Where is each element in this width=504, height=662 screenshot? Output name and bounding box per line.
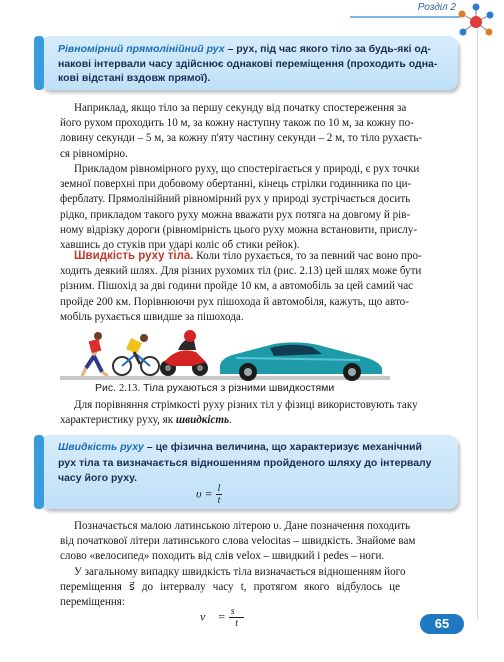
text-line: ферблату. Прямолінійний рівномірний рух у природі зустрічається досить bbox=[60, 193, 411, 206]
paragraph-general-velocity bbox=[60, 565, 456, 611]
text-line: мобіль рухається швидше за пішохода. bbox=[60, 310, 244, 323]
cyclist-illustration bbox=[113, 334, 159, 375]
paragraph-speed-intro bbox=[60, 249, 456, 325]
formula-numerator: s⃗ bbox=[230, 606, 243, 617]
molecule-icon bbox=[456, 2, 496, 42]
definition-box-accent bbox=[34, 435, 44, 509]
formula-lhs: v⃗ = bbox=[200, 609, 226, 624]
caption-number: 2.13 bbox=[118, 383, 138, 394]
caption-prefix: Рис. bbox=[95, 382, 119, 394]
formula-velocity-vector bbox=[200, 606, 244, 629]
text-line: Позначається малою латинською літерою υ. Дане позначення походить bbox=[74, 520, 411, 532]
text-line: земної поверхні при добовому обертанні, кінець стрілки годинника по ци- bbox=[60, 178, 412, 191]
sports-car-illustration bbox=[220, 342, 382, 381]
definition-text: часу його руху. bbox=[58, 472, 138, 484]
text-line: хавшись до стуків при ударі коліс об стики рейок). bbox=[60, 239, 300, 252]
term-speed-inline: швидкість bbox=[175, 414, 230, 427]
formula-numerator: l bbox=[217, 483, 221, 494]
text-line: слово «велосипед» походить від слів velox – швидкий і pedes – ноги. bbox=[60, 550, 385, 563]
definition-text: накові інтервали часу здійснює однакові переміщення (проходить одна- bbox=[58, 57, 438, 70]
term-speed: Швидкість руху bbox=[58, 441, 144, 453]
paragraph-symbol-origin bbox=[60, 519, 456, 565]
text-line: ному відрізку дороги (рівномірність цього руху можна встановити, прислу- bbox=[60, 223, 418, 236]
road bbox=[60, 376, 390, 380]
page-edge-line bbox=[477, 20, 478, 620]
text-line: Прикладом рівномірного руху, що спостерігається у природі, є рух точки bbox=[74, 163, 420, 175]
text-line: Коли тіло рухається, то за певний час воно про- bbox=[193, 250, 422, 262]
text-line: від початкової літери латинського слова velocitas – швидкість. Знайоме вам bbox=[60, 535, 416, 548]
definition-text: – рух, під час якого тіло за будь-які од- bbox=[224, 43, 431, 55]
text-line: ходить деякий шлях. Для різних рухомих тіл (рис. 2.13) цей шлях може бути bbox=[60, 265, 422, 278]
chapter-label: Розділ 2 bbox=[417, 2, 456, 13]
definition-speed bbox=[58, 440, 453, 487]
paragraph-speed-characteristic bbox=[60, 398, 456, 428]
text-line: переміщення s⃗ до інтервалу часу t, протягом якого відбулось це переміщення: bbox=[60, 581, 400, 609]
definition-text: кові відстані вздовж прямої). bbox=[58, 72, 211, 84]
formula-speed-scalar bbox=[196, 483, 222, 506]
text-line: пройде 200 км. Порівнюючи рух пішохода й автомобіля, кажуть, що авто- bbox=[60, 295, 409, 308]
definition-box-accent bbox=[34, 36, 44, 90]
definition-text: рух тіла та визначається відношенням пройденого шляху до інтервалу bbox=[58, 456, 432, 469]
text-line: ловину секунди – 5 м, за кожну п'яту частину секунди – 2 м, то тіло рухаєть- bbox=[60, 132, 423, 145]
runner-illustration bbox=[82, 332, 108, 376]
paragraph-example-uniform bbox=[60, 101, 456, 162]
text-line: різним. Пішохід за дві години пройде 10 км, а автомобіль за цей самий час bbox=[60, 280, 414, 293]
text-line: рідко, прикладом такого руху можна вважати рух потяга на довгому й рів- bbox=[60, 208, 411, 221]
formula-fraction bbox=[216, 483, 223, 506]
formula-lhs: υ = bbox=[196, 486, 213, 501]
text-line: характеристику руху, як bbox=[60, 414, 176, 427]
paragraph-nature-example bbox=[60, 162, 456, 253]
text-line: ся рівномірно. bbox=[60, 147, 128, 160]
section-heading-speed: Швидкість руху тіла. bbox=[74, 250, 194, 262]
motorcycle-illustration bbox=[160, 330, 208, 376]
definition-text: – це фізична величина, що характеризує механічний bbox=[143, 441, 422, 453]
text-line: У загальному випадку швидкість тіла визначається відношенням його bbox=[74, 566, 406, 578]
text-line: . bbox=[229, 414, 232, 427]
definition-uniform-motion bbox=[58, 42, 453, 86]
formula-denominator: t bbox=[235, 618, 238, 629]
figure-caption bbox=[95, 382, 334, 394]
figure-moving-bodies bbox=[60, 322, 390, 384]
term-uniform-motion: Рівномірний прямолінійний рух bbox=[58, 43, 225, 55]
formula-fraction bbox=[229, 606, 245, 629]
text-line: Наприклад, якщо тіло за першу секунду від початку спостереження за bbox=[74, 102, 407, 114]
caption-text: . Тіла рухаються з різними швидкостями bbox=[137, 382, 335, 394]
text-line: його рухом проходить 10 м, за кожну наступну також по 10 м, за кожну по- bbox=[60, 117, 414, 130]
formula-denominator: t bbox=[217, 495, 221, 506]
page-number-badge: 65 bbox=[420, 614, 464, 634]
header-rule bbox=[350, 16, 460, 18]
text-line: Для порівняння стрімкості руху різних тіл у фізиці використовують таку bbox=[74, 399, 418, 411]
